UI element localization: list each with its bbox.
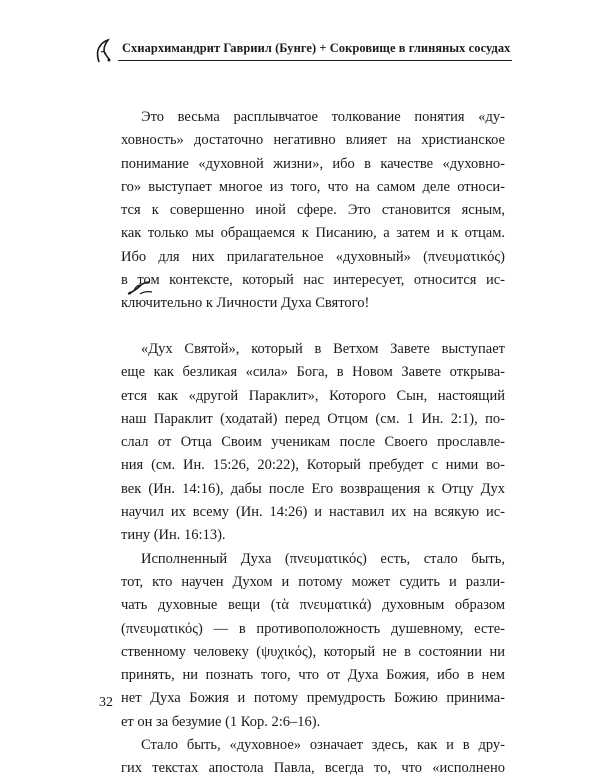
text-line: тся к совершенно иной сфере. Это становится ясным,	[121, 202, 505, 219]
text-line: ет он за безумие (1 Кор. 2:6–16).	[121, 713, 321, 730]
text-line: тину (Ин. 16:13).	[121, 527, 226, 544]
text-line: наш Параклит (ходатай) перед Отцом (см. 1 Ин. 2:1), по-	[121, 410, 505, 427]
text-line: научил их всему (Ин. 14:26) и наставил их на всякую ис-	[121, 504, 505, 521]
text-line: (πνευματικός) — в противоположность душевному, есте-	[121, 620, 505, 637]
text-line: в том контексте, который нас интересует, относится ис-	[121, 272, 505, 289]
text-line: как только мы обращаемся к Писанию, а затем и к отцам.	[121, 225, 505, 242]
header-rule	[118, 60, 512, 61]
text-line: нет Духа Божия и потому премудрость Божию принима-	[121, 690, 505, 707]
text-line: тот, кто научен Духом и потому может судить и разли-	[121, 573, 505, 590]
text-line: ховность» достаточно негативно влияет на христианское	[121, 132, 505, 149]
text-line: Стало быть, «духовное» означает здесь, как и в дру-	[141, 737, 505, 754]
header-separator: +	[319, 41, 327, 55]
page-number: 32	[99, 695, 113, 710]
text-line: ния (см. Ин. 15:26, 20:22), Который пребудет с ними во-	[121, 457, 505, 474]
text-line: Это весьма расплывчатое толкование понятия «ду-	[141, 109, 505, 125]
header-ornament-icon	[96, 38, 112, 64]
text-line: «Дух Святой», который в Ветхом Завете выступает	[141, 341, 505, 357]
text-line: ется как «другой Параклит», Которого Сын, настоящий	[121, 387, 505, 404]
header-book-title: Сокровище в глиняных сосудах	[329, 41, 511, 55]
running-header	[96, 34, 512, 62]
text-line: век (Ин. 14:16), дабы после Его возвращения к Отцу Дух	[121, 480, 505, 497]
text-line: чать духовные вещи (τὰ πνευματικά) духовным образом	[121, 597, 505, 614]
text-line: ственному человеку (ψυχικός), который не в состоянии ни	[121, 643, 505, 660]
section-divider-ornament-icon	[126, 278, 154, 296]
text-line: еще как безликая «сила» Бога, в Новом Завете открыва-	[121, 364, 505, 381]
paragraph-2	[121, 338, 505, 781]
paragraph-1	[121, 106, 505, 316]
text-line: принять, ни познать того, что от Духа Божия, ибо в нем	[121, 667, 505, 684]
header-text	[122, 41, 510, 56]
header-author: Схиархимандрит Гавриил (Бунге)	[122, 41, 317, 55]
text-line: Исполненный Духа (πνευματικός) есть, стало быть,	[141, 550, 505, 567]
text-line: го» выступает многое из того, что на самом деле относи-	[121, 178, 505, 195]
text-line: ключительно к Личности Духа Святого!	[121, 295, 370, 312]
text-line: слал от Отца Своим ученикам после Своего прославле-	[121, 434, 505, 451]
text-line: понимание «духовной жизни», ибо в качестве «духовно-	[121, 155, 505, 172]
text-line: Ибо для них прилагательное «духовный» (πνευματικός)	[121, 248, 505, 265]
text-line: гих текстах апостола Павла, всегда то, что «исполнено	[121, 760, 505, 777]
